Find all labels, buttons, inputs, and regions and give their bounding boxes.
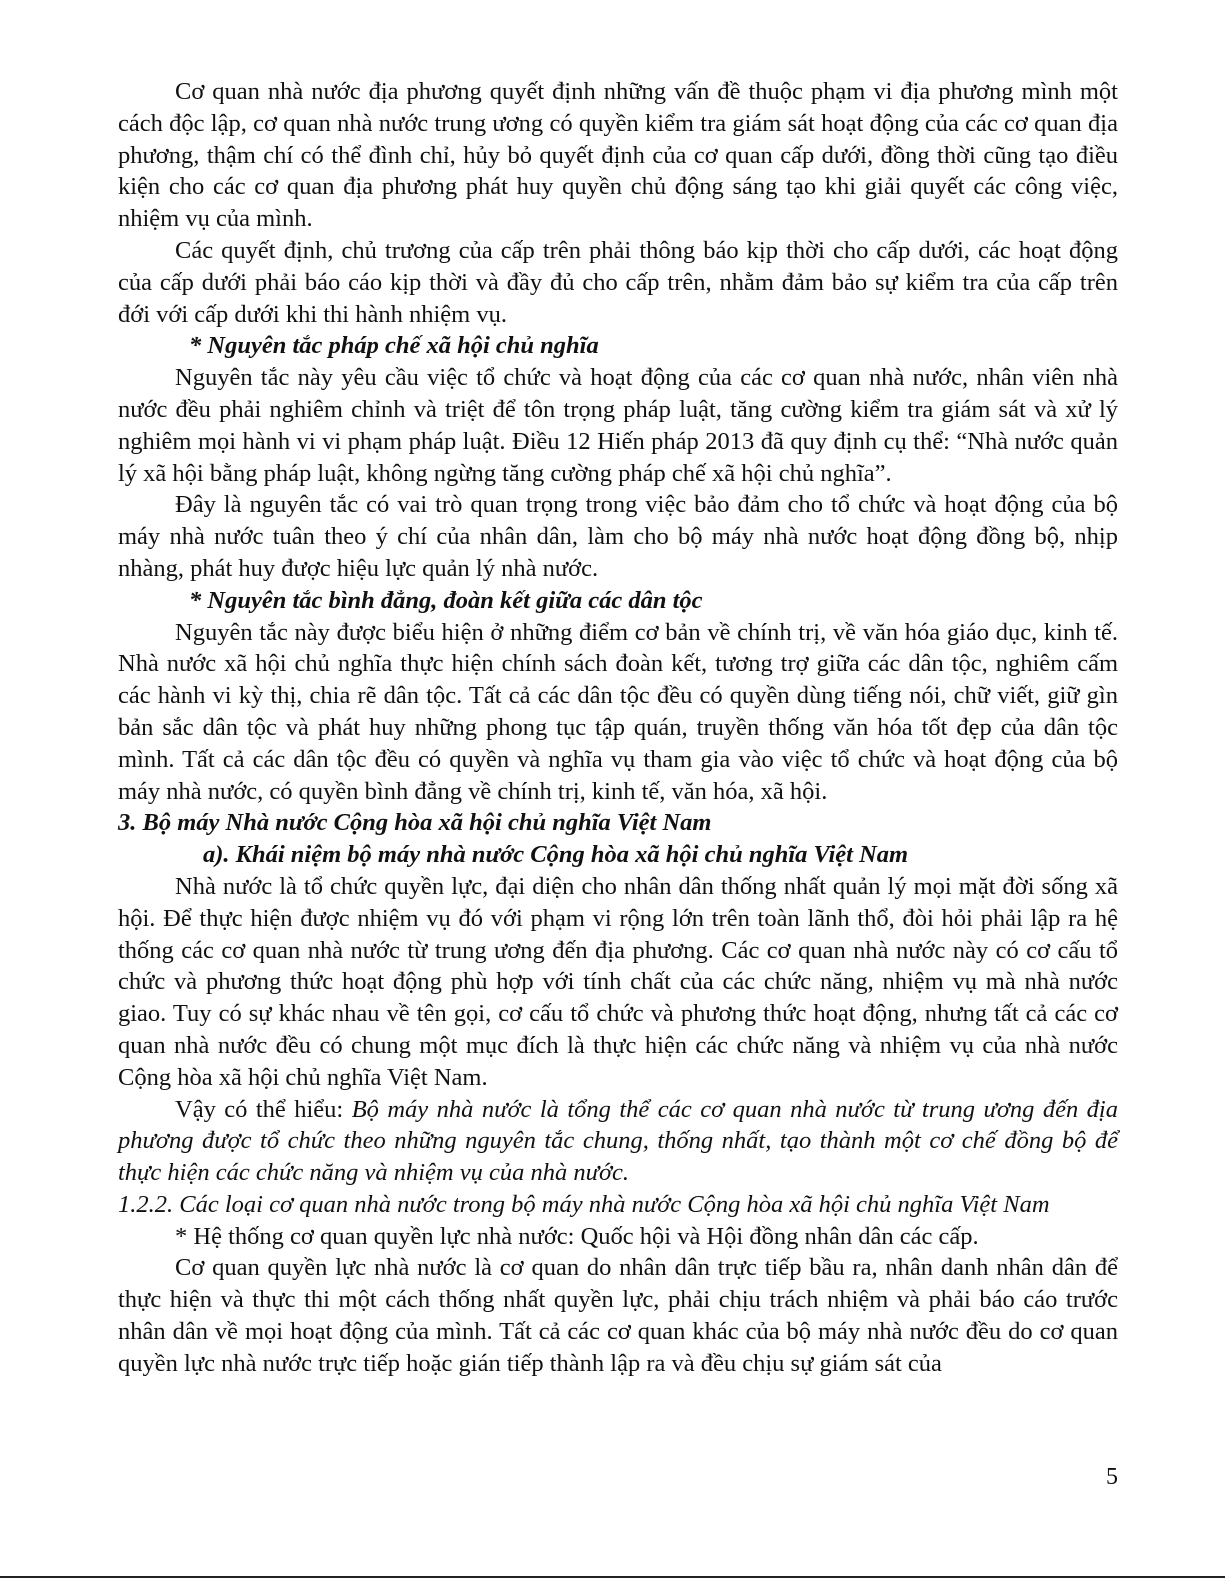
footer-divider — [0, 1576, 1225, 1578]
subheading-apparatus-concept: a). Khái niệm bộ máy nhà nước Cộng hòa xã hội chủ nghĩa Việt Nam — [203, 841, 909, 869]
paragraph-reporting: Các quyết định, chủ trương của cấp trên phải thông báo kịp thời cho cấp dưới, các hoạt động của cấp dưới phải báo cáo kịp thời và đầy đủ cho cấp trên, nhằm đảm bảo sự kiểm tra của cấp trên đới với cấp dưới khi thi hành nhiệm vụ. — [118, 236, 1118, 328]
paragraph-apparatus-concept: Nhà nước là tổ chức quyền lực, đại diện cho nhân dân thống nhất quản lý mọi mặt đời sống xã hội. Để thực hiện được nhiệm vụ đó với phạm vi rộng lớn trên toàn lãnh thổ, đòi hỏi phải lập ra hệ thống các cơ quan nhà nước từ trung ương đến địa phương. Các cơ quan nhà nước này có cơ cấu tổ chức và phương thức hoạt động phù hợp với tính chất của các chức năng, nhiệm vụ mà nhà nước giao. Tuy có sự khác nhau về tên gọi, cơ cấu tổ chức và phương thức hoạt động, nhưng tất cả các cơ quan nhà nước đều có chung một mục đích là thực hiện các chức năng và nhiệm vụ của nhà nước Cộng hòa xã hội chủ nghĩa Việt Nam. — [118, 872, 1118, 1091]
paragraph-power-agencies-list: * Hệ thống cơ quan quyền lực nhà nước: Quốc hội và Hội đồng nhân dân các cấp. — [175, 1222, 979, 1250]
paragraph-local-authority: Cơ quan nhà nước địa phương quyết định những vấn đề thuộc phạm vi địa phương mình một cách độc lập, cơ quan nhà nước trung ương có quyền kiểm tra giám sát hoạt động của các cơ quan địa phương, thậm chí có thể đình chỉ, hủy bỏ quyết định của cơ quan cấp dưới, đồng thời cũng tạo điều kiện cho các cơ quan địa phương phát huy quyền chủ động sáng tạo khi giải quyết các công việc, nhiệm vụ của mình. — [118, 78, 1118, 233]
paragraph-apparatus-definition — [118, 1094, 1118, 1189]
section-heading-state-apparatus: 3. Bộ máy Nhà nước Cộng hòa xã hội chủ nghĩa Việt Nam — [118, 809, 712, 837]
page-number: 5 — [1106, 1464, 1118, 1490]
definition-lead: Vậy có thể hiểu: — [175, 1095, 352, 1123]
paragraph-power-agencies: Cơ quan quyền lực nhà nước là cơ quan do nhân dân trực tiếp bầu ra, nhân danh nhân dân để thực hiện và thực thi một cách thống nhất quyền lực, phải chịu trách nhiệm và phải báo cáo trước nhân dân về mọi hoạt động của mình. Tất cả các cơ quan khác của bộ máy nhà nước đều do cơ quan quyền lực nhà nước trực tiếp hoặc gián tiếp thành lập ra và đều chịu sự giám sát của — [118, 1254, 1118, 1377]
subsection-heading-agency-types: 1.2.2. Các loại cơ quan nhà nước trong bộ máy nhà nước Cộng hòa xã hội chủ nghĩa Việt Nam — [118, 1190, 1050, 1218]
document-page — [118, 76, 1118, 1380]
paragraph-legality-role: Đây là nguyên tắc có vai trò quan trọng trong việc bảo đảm cho tổ chức và hoạt động của bộ máy nhà nước tuân theo ý chí của nhân dân, làm cho bộ máy nhà nước hoạt động đồng bộ, nhịp nhàng, phát huy được hiệu lực quản lý nhà nước. — [118, 491, 1118, 582]
definition-text: Bộ máy nhà nước là tổng thể các cơ quan nhà nước từ trung ương đến địa phương được tổ chức theo những nguyên tắc chung, thống nhất, tạo thành một cơ chế đồng bộ để thực hiện các chức năng và nhiệm vụ của nhà nước. — [118, 1095, 1118, 1187]
heading-ethnic-equality-principle: * Nguyên tắc bình đẳng, đoàn kết giữa các dân tộc — [189, 586, 703, 614]
paragraph-legality-requirements: Nguyên tắc này yêu cầu việc tổ chức và hoạt động của các cơ quan nhà nước, nhân viên nhà nước đều phải nghiêm chỉnh và triệt để tôn trọng pháp luật, tăng cường kiểm tra giám sát và xử lý nghiêm mọi hành vi vi phạm pháp luật. Điều 12 Hiến pháp 2013 đã quy định cụ thể: “Nhà nước quản lý xã hội bằng pháp luật, không ngừng tăng cường pháp chế xã hội chủ nghĩa”. — [118, 364, 1118, 487]
heading-legality-principle: * Nguyên tắc pháp chế xã hội chủ nghĩa — [189, 332, 599, 360]
paragraph-ethnic-equality: Nguyên tắc này được biểu hiện ở những điểm cơ bản về chính trị, về văn hóa giáo dục, kinh tế. Nhà nước xã hội chủ nghĩa thực hiện chính sách đoàn kết, tương trợ giữa các dân tộc, nghiêm cấm các hành vi kỳ thị, chia rẽ dân tộc. Tất cả các dân tộc đều có quyền dùng tiếng nói, chữ viết, giữ gìn bản sắc dân tộc và phát huy những phong tục tập quán, truyền thống văn hóa tốt đẹp của dân tộc mình. Tất cả các dân tộc đều có quyền và nghĩa vụ tham gia vào việc tổ chức và hoạt động của bộ máy nhà nước, có quyền bình đẳng về chính trị, kinh tế, văn hóa, xã hội. — [118, 618, 1118, 805]
